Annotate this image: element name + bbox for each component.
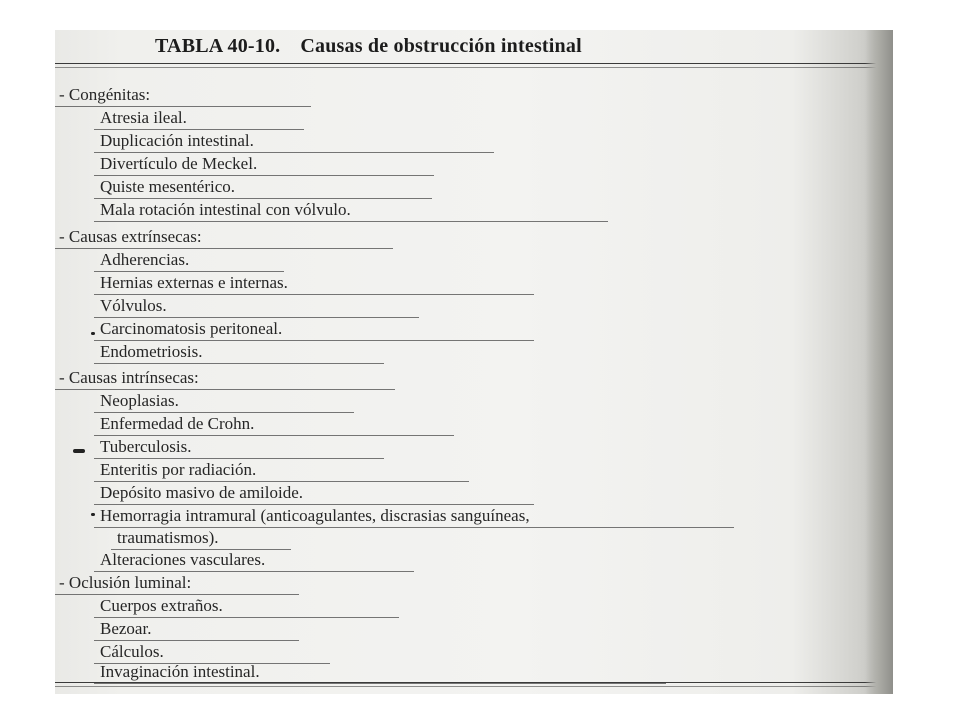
ink-dash-mark: [73, 449, 85, 453]
list-item: Vólvulos.: [100, 296, 167, 316]
table-title: [155, 35, 582, 58]
bottom-rule: [55, 682, 893, 683]
list-item: Bezoar.: [100, 619, 151, 639]
list-item: Endometriosis.: [100, 342, 202, 362]
section-heading-oclusion: - Oclusión luminal:: [59, 573, 191, 593]
list-item: Hemorragia intramural (anticoagulantes, discrasias sanguíneas,: [100, 506, 530, 526]
list-item: Cuerpos extraños.: [100, 596, 223, 616]
section-heading-congenitas: - Congénitas:: [59, 85, 150, 105]
list-item: Cálculos.: [100, 642, 164, 662]
list-item: Alteraciones vasculares.: [100, 550, 265, 570]
list-item: Neoplasias.: [100, 391, 179, 411]
table-caption: Causas de obstrucción intestinal: [300, 35, 582, 57]
list-item: Mala rotación intestinal con vólvulo.: [100, 200, 351, 220]
list-item: Quiste mesentérico.: [100, 177, 235, 197]
title-rule-thin: [55, 67, 893, 68]
list-item: Tuberculosis.: [100, 437, 191, 457]
list-item: Carcinomatosis peritoneal.: [100, 319, 282, 339]
list-item: Divertículo de Meckel.: [100, 154, 257, 174]
list-item-continuation: traumatismos).: [117, 528, 219, 548]
section-heading-intrinsecas: - Causas intrínsecas:: [59, 368, 199, 388]
scanned-table: [55, 30, 893, 694]
ink-speck: [91, 513, 95, 516]
section-heading-extrinsecas: - Causas extrínsecas:: [59, 227, 202, 247]
list-item: Enfermedad de Crohn.: [100, 414, 254, 434]
list-item: Depósito masivo de amiloide.: [100, 483, 303, 503]
page-binding-shadow: [865, 30, 893, 694]
list-item: Hernias externas e internas.: [100, 273, 288, 293]
title-rule: [55, 63, 893, 64]
list-item: Enteritis por radiación.: [100, 460, 256, 480]
ink-speck: [91, 332, 95, 335]
list-item: Atresia ileal.: [100, 108, 187, 128]
list-item: Invaginación intestinal.: [100, 662, 260, 682]
table-number: TABLA 40-10.: [155, 35, 281, 57]
list-item: Duplicación intestinal.: [100, 131, 254, 151]
list-item: Adherencias.: [100, 250, 189, 270]
bottom-rule-thin: [55, 686, 893, 687]
